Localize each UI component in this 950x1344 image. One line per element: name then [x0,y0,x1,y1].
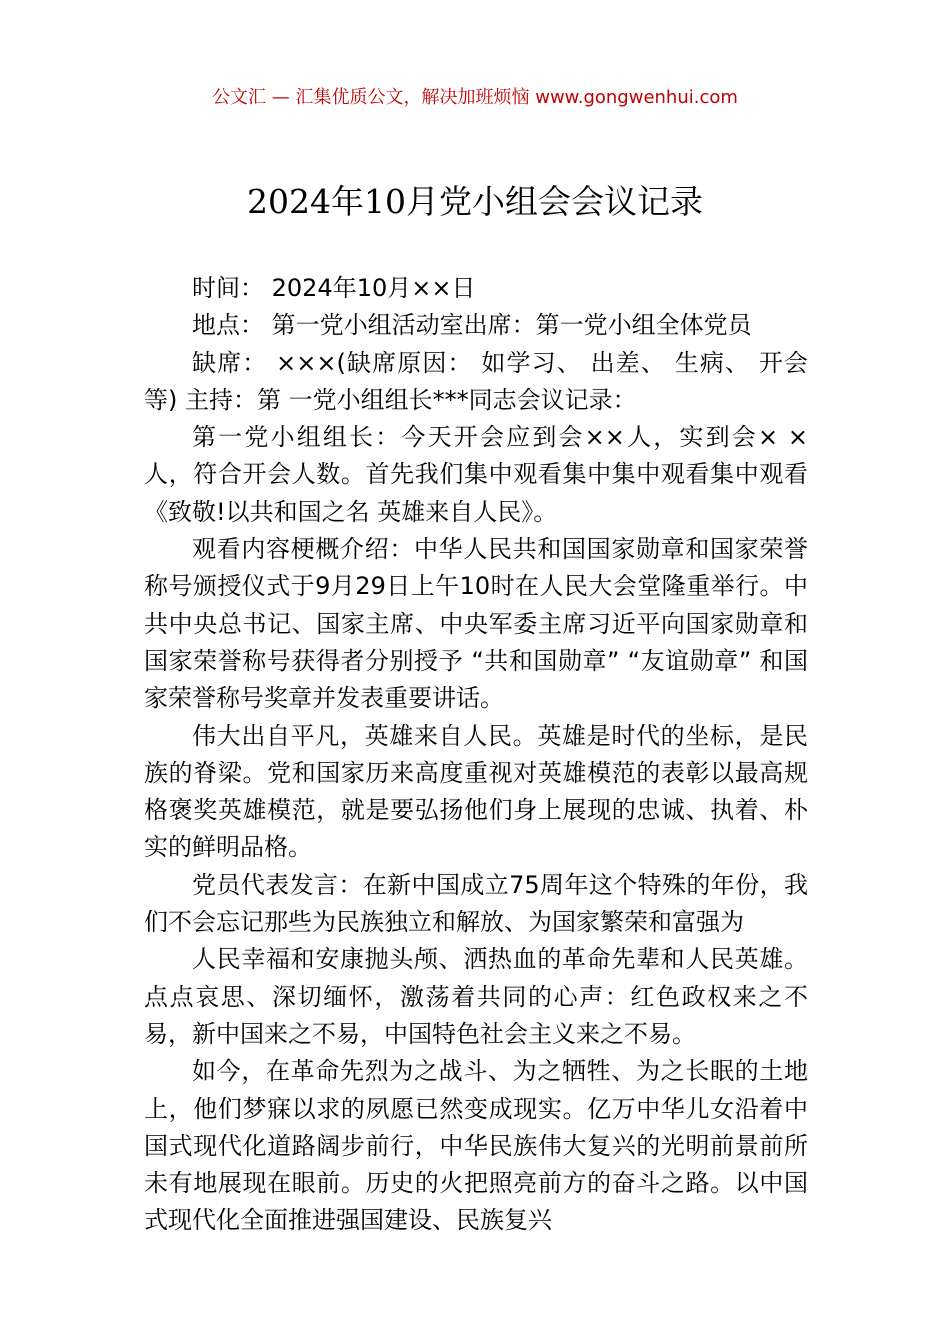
paragraph: 伟大出自平凡，英雄来自人民。英雄是时代的坐标，是民族的脊梁。党和国家历来高度重视对英雄模范的表彰以最高规格褒奖英雄模范，就是要弘扬他们身上展现的忠诚、执着、朴实的鲜明品格。 [144,721,808,862]
paragraph: 观看内容梗概介绍：中华人民共和国国家勋章和国家荣誉称号颁授仪式于9月29日上午10时在人民大会堂隆重举行。中共中央总书记、国家主席、中央军委主席习近平向国家勋章和国家荣誉称号获得者分别授予 “共和国勋章” “友谊勋章” 和国家荣誉称号奖章并发表重要讲话。 [144,535,808,713]
meeting-absence: 缺席： ×××(缺席原因： 如学习、 出差、 生病、 开会等) 主持：第 一党小组组长***同志会议记录： [144,348,808,414]
header-banner: 公文汇 — 汇集优质公文，解决加班烦恼 www.gongwenhui.com [212,87,738,108]
paragraph: 如今，在革命先烈为之战斗、为之牺牲、为之长眠的土地上，他们梦寐以求的夙愿已然变成现实。亿万中华儿女沿着中国式现代化道路阔步前行，中华民族伟大复兴的光明前景前所未有地展现在眼前。历史的火把照亮前方的奋斗之路。以中国式现代化全面推进强国建设、民族复兴 [144,1057,808,1235]
document-title: 2024年10月党小组会会议记录 [247,182,703,221]
meeting-time: 时间： 2024年10月××日 [192,274,476,302]
paragraph: 党员代表发言：在新中国成立75周年这个特殊的年份，我们不会忘记那些为民族独立和解放、为国家繁荣和富强为 [144,870,808,937]
meeting-location: 地点： 第一党小组活动室出席：第一党小组全体党员 [192,311,752,340]
paragraph: 第一党小组组长：今天开会应到会××人，实到会× ×人，符合开会人数。首先我们集中观看集中集中观看集中观看《致敬!以共和国之名 英雄来自人民》。 [144,423,808,526]
document-body [144,270,808,1240]
paragraph: 人民幸福和安康抛头颅、洒热血的革命先辈和人民英雄。点点哀思、深切缅怀，激荡着共同的心声：红色政权来之不易，新中国来之不易，中国特色社会主义来之不易。 [144,945,808,1048]
